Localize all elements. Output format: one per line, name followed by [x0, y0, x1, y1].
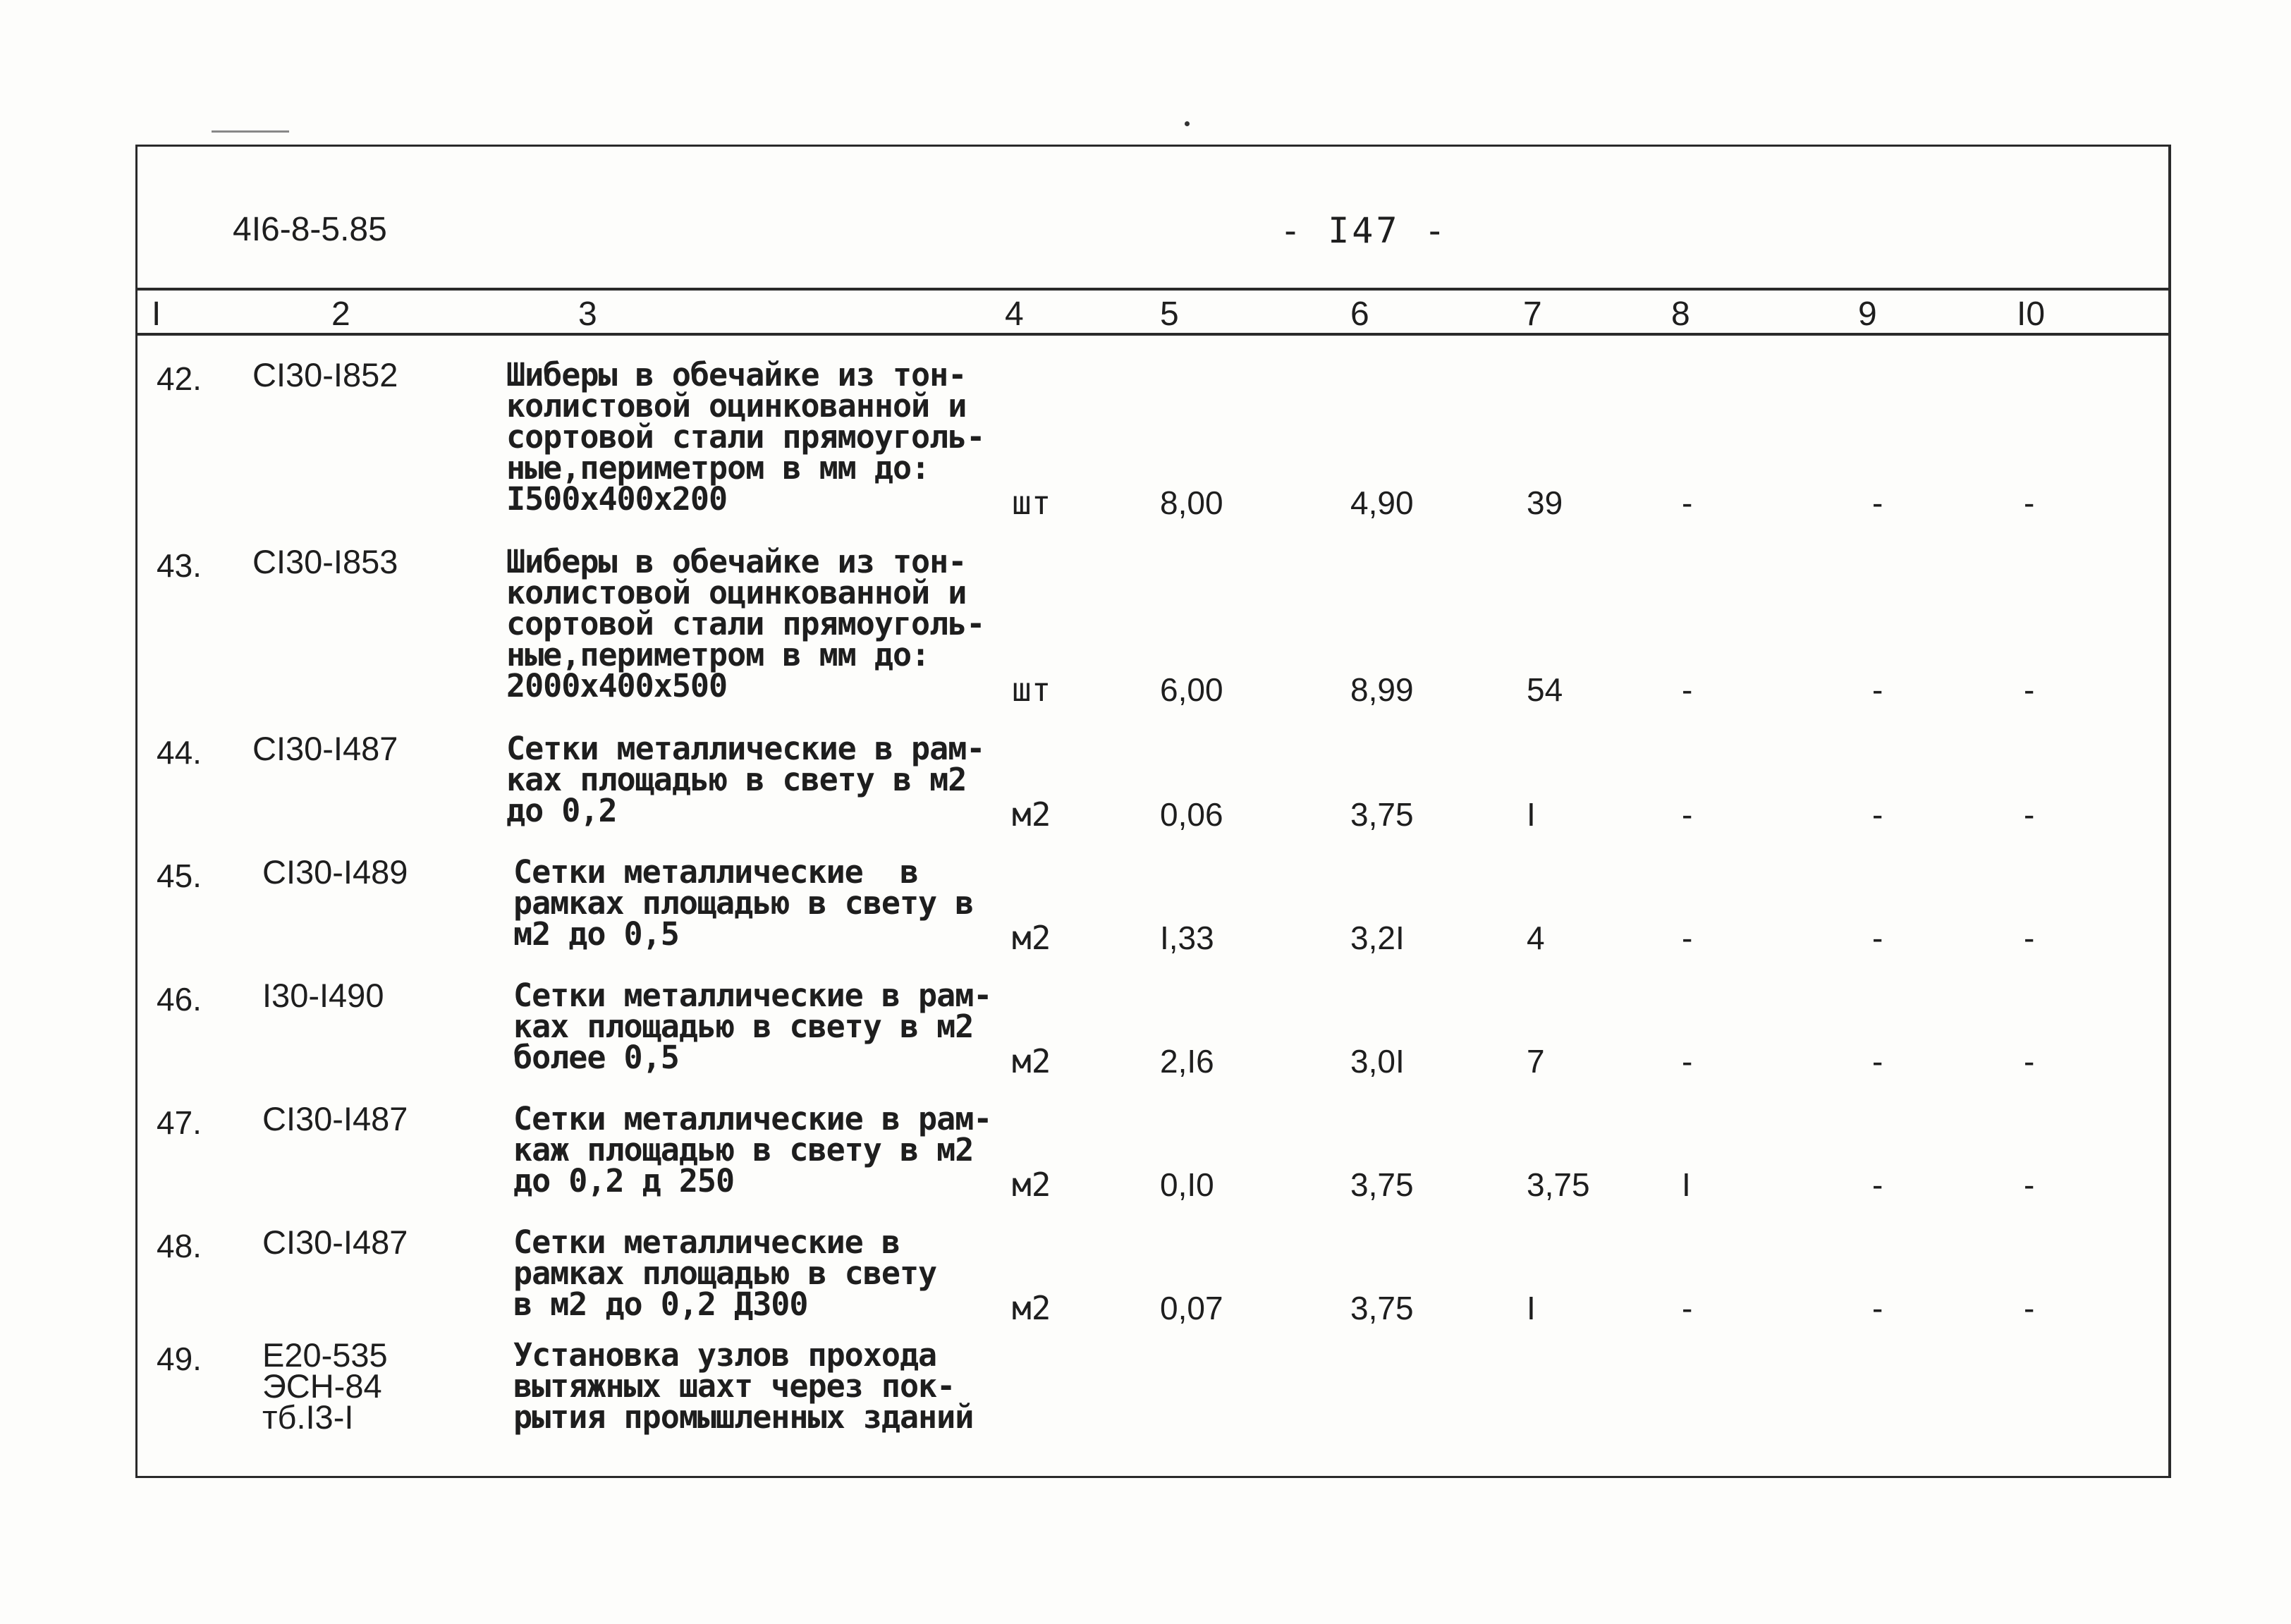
value-c10: - — [2024, 920, 2035, 956]
document-code: 4I6-8-5.85 — [233, 211, 387, 248]
work-description: Установка узлов прохода вытяжных шахт через пок- рытия промышленных зданий — [513, 1336, 974, 1436]
value-c7: I — [1527, 796, 1536, 833]
page-frame — [135, 145, 2171, 1478]
value-c5: 0,I0 — [1160, 1166, 1214, 1203]
value-c8: - — [1682, 920, 1693, 956]
column-header-7: 7 — [1523, 295, 1542, 333]
value-c9: - — [1872, 1290, 1883, 1326]
value-c10: - — [2024, 796, 2035, 833]
value-c8: I — [1682, 1166, 1691, 1203]
value-c6: 8,99 — [1350, 671, 1414, 708]
value-c6: 3,75 — [1350, 1290, 1414, 1326]
value-c10: - — [2024, 1290, 2035, 1326]
rate-code: E20-535 ЭСН-84 тб.I3-I — [262, 1336, 388, 1436]
value-c8: - — [1682, 796, 1693, 833]
unit: шт — [1012, 484, 1051, 522]
work-description: Сетки металлические в рам- ках площадью в свету в м2 до 0,2 — [506, 730, 985, 829]
value-c5: 0,06 — [1160, 796, 1223, 833]
value-c6: 3,2I — [1350, 920, 1405, 956]
rate-code: CI30-I487 — [252, 730, 398, 767]
value-c9: - — [1872, 796, 1883, 833]
rate-code: CI30-I852 — [252, 356, 398, 393]
value-c10: - — [2024, 671, 2035, 708]
value-c6: 3,75 — [1350, 796, 1414, 833]
rate-code: CI30-I489 — [262, 853, 408, 891]
unit: м2 — [1012, 1289, 1051, 1327]
column-header-1: I — [152, 295, 161, 333]
value-c8: - — [1682, 484, 1693, 521]
work-description: Сетки металлические в рамках площадью в свету в м2 до 0,5 — [513, 853, 974, 953]
value-c5: 6,00 — [1160, 671, 1223, 708]
value-c5: 0,07 — [1160, 1290, 1223, 1326]
work-description: Шиберы в обечайке из тон- колистовой оцинкованной и сортовой стали прямоуголь- ные,периметром в мм до: 2000x400x500 — [506, 543, 985, 704]
value-c7: 4 — [1527, 920, 1545, 956]
row-number: 47. — [157, 1104, 202, 1141]
value-c5: 2,I6 — [1160, 1043, 1214, 1080]
row-number: 44. — [157, 734, 202, 771]
unit: м2 — [1012, 919, 1051, 957]
value-c5: I,33 — [1160, 920, 1214, 956]
value-c10: - — [2024, 484, 2035, 521]
unit: м2 — [1012, 795, 1051, 834]
rate-code: CI30-I853 — [252, 543, 398, 580]
value-c7: 7 — [1527, 1043, 1545, 1080]
row-number: 45. — [157, 857, 202, 894]
work-description: Сетки металлические в рам- каж площадью в свету в м2 до 0,2 д 250 — [513, 1100, 992, 1199]
column-header-5: 5 — [1160, 295, 1179, 333]
value-c7: 3,75 — [1527, 1166, 1590, 1203]
unit: м2 — [1012, 1166, 1051, 1204]
work-description: Сетки металлические в рамках площадью в свету в м2 до 0,2 Д300 — [513, 1223, 937, 1323]
value-c6: 4,90 — [1350, 484, 1414, 521]
value-c9: - — [1872, 484, 1883, 521]
column-header-6: 6 — [1350, 295, 1369, 333]
rate-code: CI30-I487 — [262, 1100, 408, 1137]
value-c6: 3,75 — [1350, 1166, 1414, 1203]
rate-code: I30-I490 — [262, 977, 384, 1014]
unit: м2 — [1012, 1042, 1051, 1080]
work-description: Шиберы в обечайке из тон- колистовой оцинкованной и сортовой стали прямоуголь- ные,периметром в мм до: I500x400x200 — [506, 356, 985, 518]
column-header-2: 2 — [331, 295, 350, 333]
column-header-8: 8 — [1671, 295, 1690, 333]
value-c7: 39 — [1527, 484, 1563, 521]
row-number: 42. — [157, 360, 202, 397]
column-header-10: I0 — [2017, 295, 2046, 333]
header-top-rule — [135, 288, 2171, 291]
row-number: 46. — [157, 981, 202, 1018]
value-c8: - — [1682, 1290, 1693, 1326]
row-number: 43. — [157, 547, 202, 584]
unit: шт — [1012, 671, 1051, 709]
value-c9: - — [1872, 1043, 1883, 1080]
value-c9: - — [1872, 671, 1883, 708]
page-number: - I47 - — [1280, 210, 1448, 251]
rate-code: CI30-I487 — [262, 1223, 408, 1261]
value-c6: 3,0I — [1350, 1043, 1405, 1080]
work-description: Сетки металлические в рам- ках площадью в свету в м2 более 0,5 — [513, 977, 992, 1076]
scan-speck — [1185, 121, 1190, 126]
column-header-9: 9 — [1858, 295, 1877, 333]
column-header-4: 4 — [1005, 295, 1024, 333]
value-c5: 8,00 — [1160, 484, 1223, 521]
row-number: 48. — [157, 1228, 202, 1264]
value-c10: - — [2024, 1166, 2035, 1203]
scan-mark — [212, 130, 289, 133]
column-header-3: 3 — [578, 295, 597, 333]
value-c9: - — [1872, 920, 1883, 956]
value-c7: I — [1527, 1290, 1536, 1326]
row-number: 49. — [157, 1341, 202, 1377]
value-c9: - — [1872, 1166, 1883, 1203]
value-c8: - — [1682, 671, 1693, 708]
value-c10: - — [2024, 1043, 2035, 1080]
value-c7: 54 — [1527, 671, 1563, 708]
value-c8: - — [1682, 1043, 1693, 1080]
